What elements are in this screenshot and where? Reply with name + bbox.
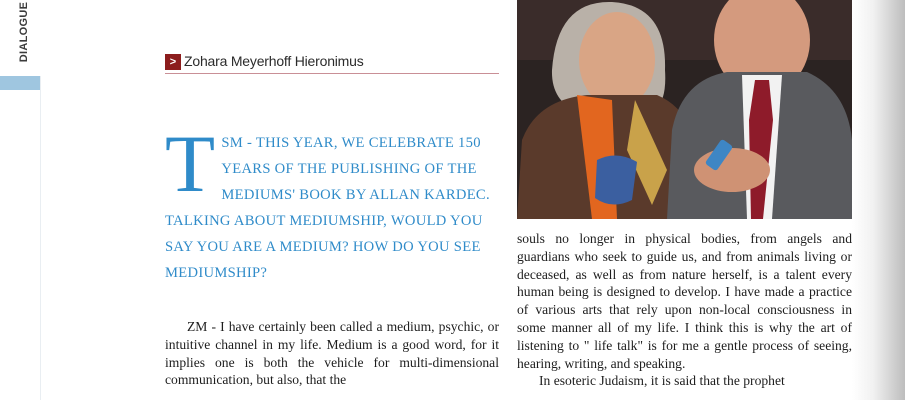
- interview-question: [165, 118, 499, 286]
- answer-column-2: [517, 230, 852, 390]
- next-paragraph-text: In esoteric Judaism, it is said that the prophet: [539, 373, 785, 389]
- section-label: [14, 0, 34, 64]
- photo-illustration: [517, 0, 852, 219]
- byline-arrow-icon: >: [165, 54, 181, 70]
- answer-column-1: [165, 318, 499, 389]
- section-color-bar: [0, 76, 40, 90]
- question-text: SM - THIS YEAR, WE CELEBRATE 150 YEARS OF THE PUBLISHING OF THE MEDIUMS' BOOK BY ALLAN KARDEC. TALKING ABOUT MEDIUMSHIP, WOULD YOU SAY YOU ARE A MEDIUM? HOW DO YOU SEE MEDIUMSHIP?: [165, 135, 490, 281]
- answer-text: ZM - I have certainly been called a medium, psychic, or intuitive channel in my life. Medium is a good word, for it implies one is both the vehicle for multi-dimensional communication, but also, that the: [165, 319, 499, 388]
- byline: [165, 53, 499, 74]
- interview-photo: [517, 0, 852, 219]
- section-label-text: DIALOGUE: [18, 1, 30, 63]
- author-name: Zohara Meyerhoff Hieronimus: [184, 53, 364, 69]
- margin-rule: [40, 76, 41, 400]
- drop-cap: T: [165, 118, 216, 209]
- continuation-text: souls no longer in physical bodies, from angels and guardians who seek to guide us, and from animals living or deceased, as well as from nature herself, is a talent every human being is designed to develop. I have made a practice of various arts that rely upon non-local consciousness in some manner all of my life. I think this is why the art of listening to " life talk" is for me a gentle process of seeing, hearing, writing, and speaking.: [517, 231, 852, 371]
- page-gutter-shadow: [852, 0, 905, 400]
